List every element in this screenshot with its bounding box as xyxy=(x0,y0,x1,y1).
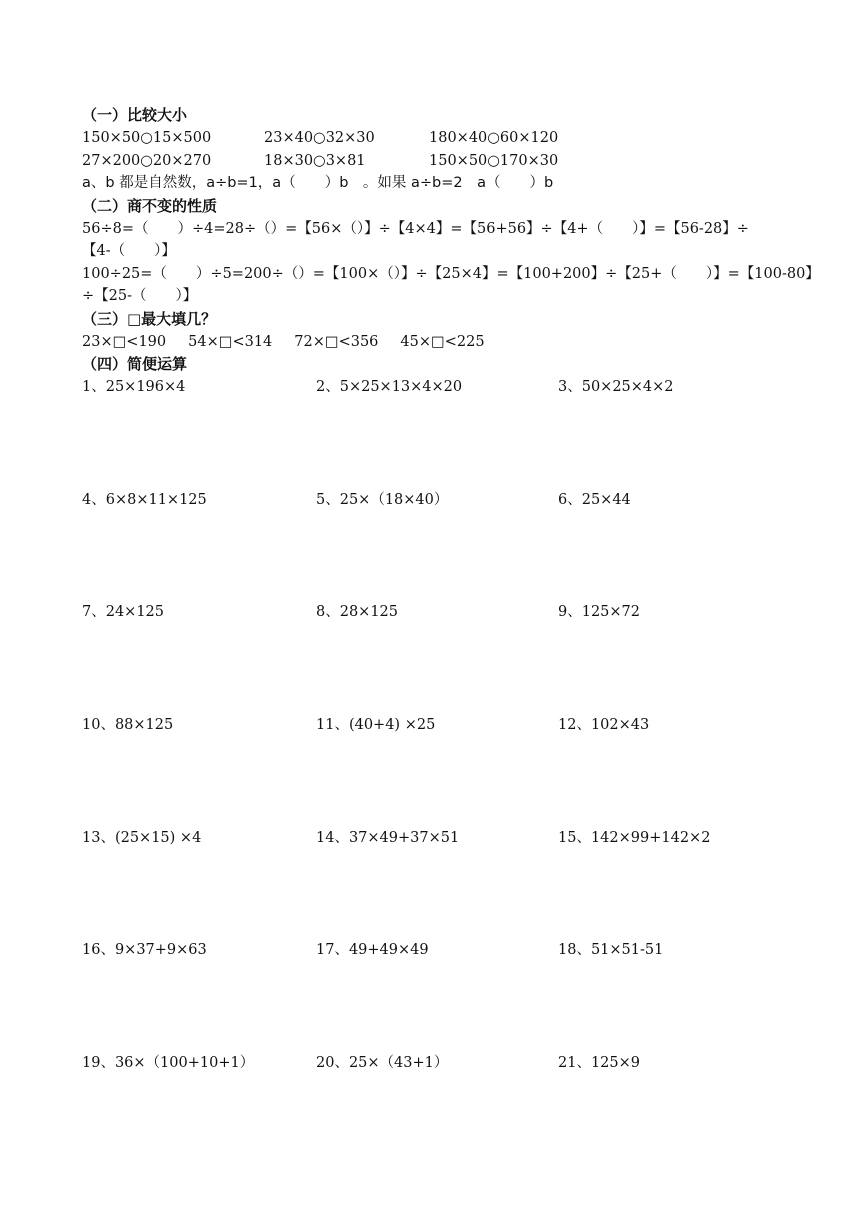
max-fill-item: 45×□<225 xyxy=(400,333,485,350)
problem-item: 6、25×44 xyxy=(558,491,631,508)
max-fill-item: 23×□<190 xyxy=(82,333,167,350)
natural-number-note: a、b 都是自然数，a÷b=1，a（ ）b 。如果 a÷b=2 a（ ）b xyxy=(82,175,554,191)
problem-row xyxy=(82,489,782,602)
problem-item: 8、28×125 xyxy=(316,604,399,621)
worksheet xyxy=(82,104,820,1165)
problem-row xyxy=(82,376,782,489)
max-fill-row xyxy=(82,331,782,354)
problem-item: 16、9×37+9×63 xyxy=(82,942,207,959)
problem-item: 21、125×9 xyxy=(558,1055,641,1072)
problem-item: 14、37×49+37×51 xyxy=(316,829,460,846)
compare-item: 180×40○60×120 xyxy=(429,130,559,146)
problem-item: 4、6×8×11×125 xyxy=(82,491,207,508)
quotient-line-2: 【4-（ ）】 xyxy=(82,243,176,259)
compare-row-1 xyxy=(82,127,782,150)
quotient-line-1: 56÷8=（ ）÷4=28÷（）=【56×（）】÷【4×4】=【56+56】÷【4+（ ）】=【56-28】÷ xyxy=(82,220,749,237)
compare-item: 27×200○20×270 xyxy=(82,152,212,169)
section-4-title: （四）简便运算 xyxy=(82,355,188,373)
compare-row-2 xyxy=(82,150,782,173)
problem-item: 17、49+49×49 xyxy=(316,942,429,959)
problem-row xyxy=(82,1052,782,1165)
problem-row xyxy=(82,714,782,827)
problem-item: 3、50×25×4×2 xyxy=(558,379,674,395)
quotient-line-4: ÷【25-（ ）】 xyxy=(82,288,198,304)
problem-item: 19、36×（100+10+1） xyxy=(82,1055,255,1072)
compare-item: 23×40○32×30 xyxy=(264,130,375,146)
problem-row xyxy=(82,939,782,1052)
problem-item: 1、25×196×4 xyxy=(82,379,186,395)
problem-row xyxy=(82,827,782,940)
problem-row xyxy=(82,601,782,714)
problem-item: 7、24×125 xyxy=(82,604,165,621)
problem-item: 11、(40+4) ×25 xyxy=(316,717,436,734)
quotient-line-3: 100÷25=（ ）÷5=200÷（）=【100×（）】÷【25×4】=【100+200】÷【25+（ ）】=【100-80】 xyxy=(82,265,820,282)
problem-item: 2、5×25×13×4×20 xyxy=(316,379,463,395)
problem-item: 20、25×（43+1） xyxy=(316,1055,449,1072)
problem-item: 18、51×51-51 xyxy=(558,942,664,959)
compare-item: 150×50○170×30 xyxy=(429,152,559,169)
problem-item: 5、25×（18×40） xyxy=(316,491,449,508)
max-fill-item: 72×□<356 xyxy=(294,333,379,350)
problem-grid xyxy=(82,376,782,1165)
problem-item: 13、(25×15) ×4 xyxy=(82,829,202,846)
compare-item: 18×30○3×81 xyxy=(264,152,366,169)
problem-item: 12、102×43 xyxy=(558,717,650,734)
compare-item: 150×50○15×500 xyxy=(82,130,212,146)
section-3-title: （三）□最大填几？ xyxy=(82,309,217,328)
section-2-title: （二）商不变的性质 xyxy=(82,196,218,215)
max-fill-item: 54×□<314 xyxy=(188,333,273,350)
problem-item: 15、142×99+142×2 xyxy=(558,829,711,846)
problem-item: 10、88×125 xyxy=(82,717,174,734)
problem-item: 9、125×72 xyxy=(558,604,641,621)
section-1-title: （一）比较大小 xyxy=(82,106,188,124)
